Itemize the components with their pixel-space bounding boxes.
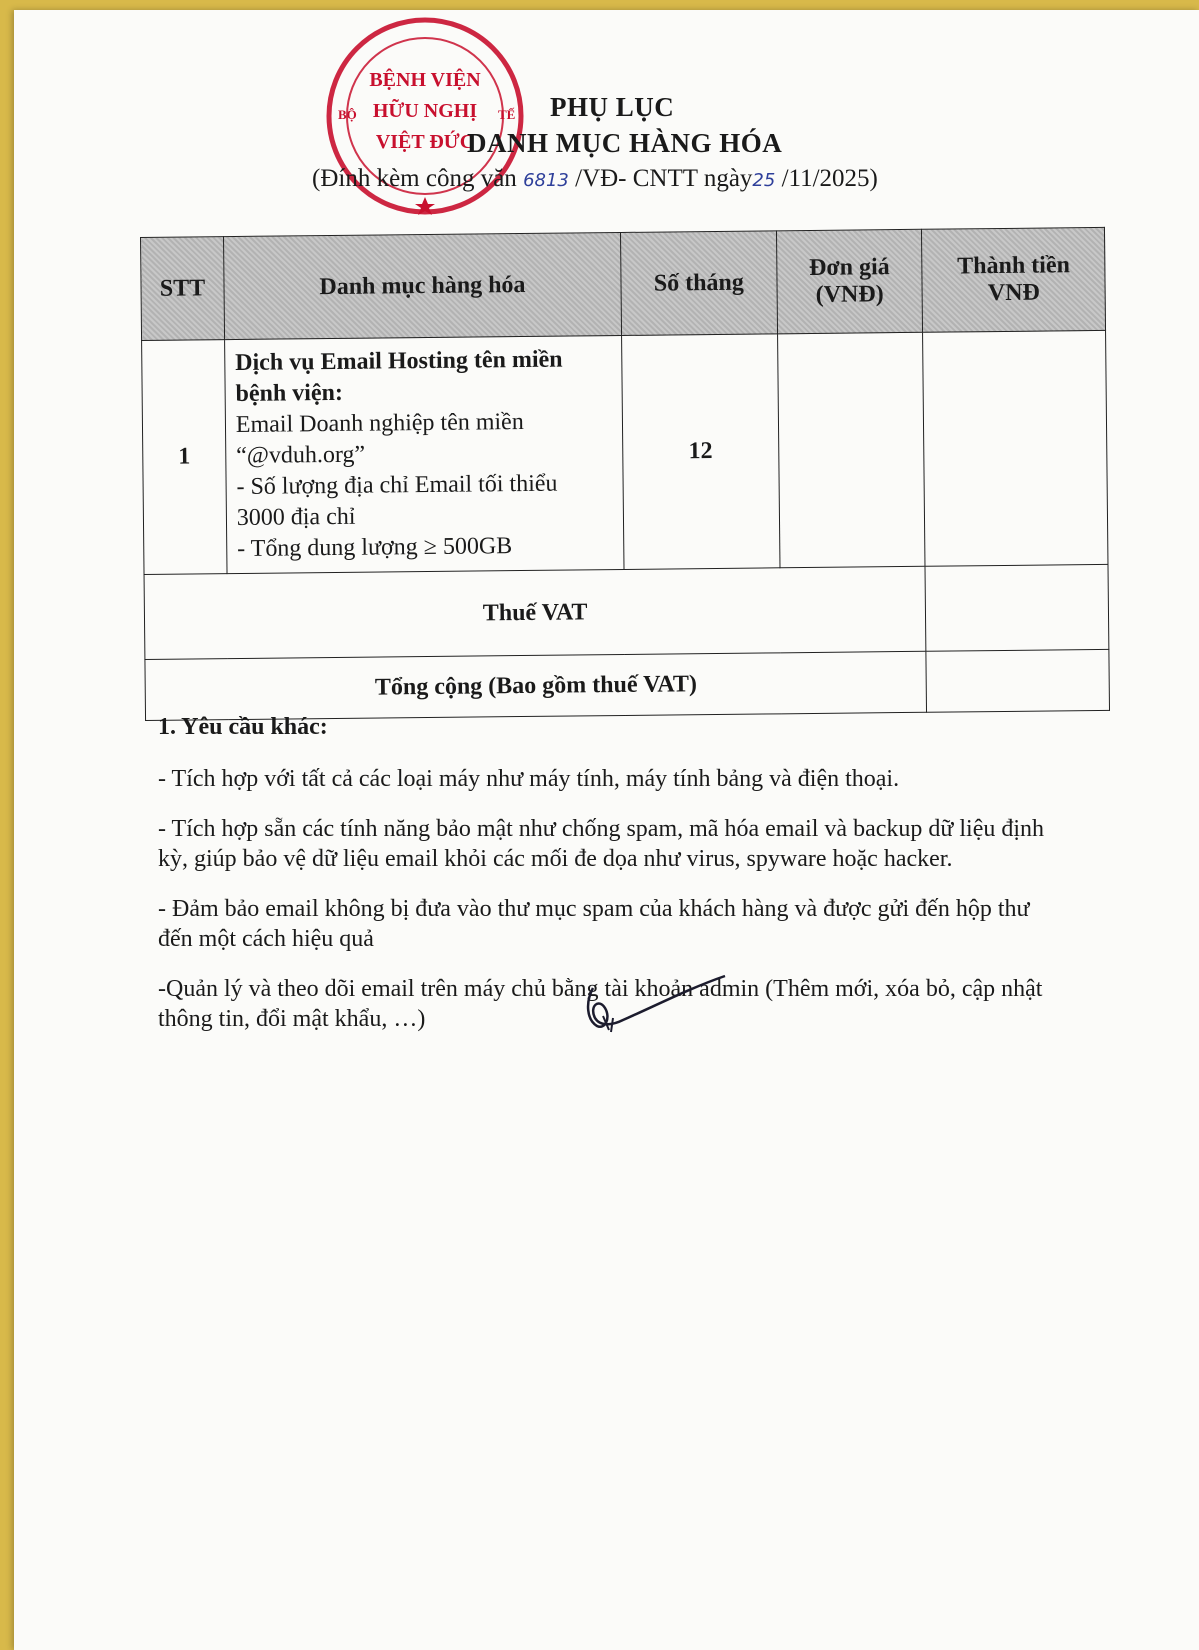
header-price-line2: (VNĐ) <box>815 281 884 308</box>
item-title-line2: bệnh viện: <box>235 379 344 408</box>
header-qty: Số tháng <box>620 231 777 336</box>
item-detail-3: - Tổng dung lượng ≥ 500GB <box>237 533 513 562</box>
item-detail-1b: “@vduh.org” <box>236 441 366 470</box>
item-title <box>235 344 612 410</box>
signature-icon <box>575 968 735 1038</box>
grand-total-row <box>145 649 1110 720</box>
cell-stt: 1 <box>142 340 227 575</box>
header-price <box>776 229 923 334</box>
header-total-line1: Thành tiền <box>957 252 1071 280</box>
ref-day: 25 <box>752 170 776 191</box>
cell-total <box>923 330 1108 566</box>
vat-row <box>144 564 1109 659</box>
vat-value <box>925 564 1109 651</box>
header-name: Danh mục hàng hóa <box>223 232 621 339</box>
stamp-line-2: HỮU NGHỊ <box>372 100 478 122</box>
cell-price <box>777 332 925 568</box>
table-header-row <box>141 227 1106 340</box>
requirement-item: - Tích hợp sẵn các tính năng bảo mật như chống spam, mã hóa email và backup dữ liệu định kỳ, giúp bảo vệ dữ liệu email khỏi các mối đe dọa như virus, spyware hoặc hacker. <box>158 816 1045 872</box>
header-total <box>922 227 1106 332</box>
header-total-line2: VNĐ <box>987 279 1040 307</box>
item-detail-2a: - Số lượng địa chỉ Email tối thiểu <box>236 470 558 501</box>
item-detail-2b: 3000 địa chỉ <box>236 503 356 532</box>
grand-total-label: Tổng cộng (Bao gồm thuế VAT) <box>145 651 927 720</box>
requirement-item: -Quản lý và theo dõi email trên máy chủ bằng tài khoản admin (Thêm mới, xóa bỏ, cập nhật thông tin, đổi mật khẩu, …) <box>158 976 1043 1032</box>
page-title: PHỤ LỤC <box>550 92 675 122</box>
stamp-ring-left: BỘ <box>338 107 357 122</box>
page-subtitle: DANH MỤC HÀNG HÓA <box>467 128 783 158</box>
item-detail-1a: Email Doanh nghiệp tên miền <box>235 408 524 439</box>
stamp-line-1: BỆNH VIỆN <box>369 69 481 91</box>
ref-prefix: (Đính kèm công văn <box>312 165 517 192</box>
header-price-line1: Đơn giá <box>808 254 890 281</box>
reference-line <box>312 165 878 193</box>
header-stt: STT <box>141 237 225 341</box>
requirements-heading: 1. Yêu cầu khác: <box>158 714 328 740</box>
ref-middle: /VĐ- CNTT ngày <box>575 165 753 192</box>
cell-qty: 12 <box>622 334 780 570</box>
vat-label: Thuế VAT <box>144 566 926 659</box>
cell-description <box>224 335 624 573</box>
table-row <box>142 330 1108 574</box>
stamp-ring-right: TẾ <box>498 107 516 122</box>
ref-suffix: /11/2025) <box>781 165 878 192</box>
item-title-line1: Dịch vụ Email Hosting tên miền <box>235 346 563 377</box>
ref-number: 6813 <box>523 170 569 191</box>
goods-table <box>140 227 1110 721</box>
requirement-item: - Tích hợp với tất cả các loại máy như máy tính, máy tính bảng và điện thoại. <box>158 766 900 792</box>
requirement-item: - Đảm bảo email không bị đưa vào thư mục spam của khách hàng và được gửi đến hộp thư đến một cách hiệu quả <box>158 896 1030 952</box>
grand-total-value <box>926 649 1109 712</box>
stamp-line-3: VIỆT ĐỨC <box>375 131 475 153</box>
